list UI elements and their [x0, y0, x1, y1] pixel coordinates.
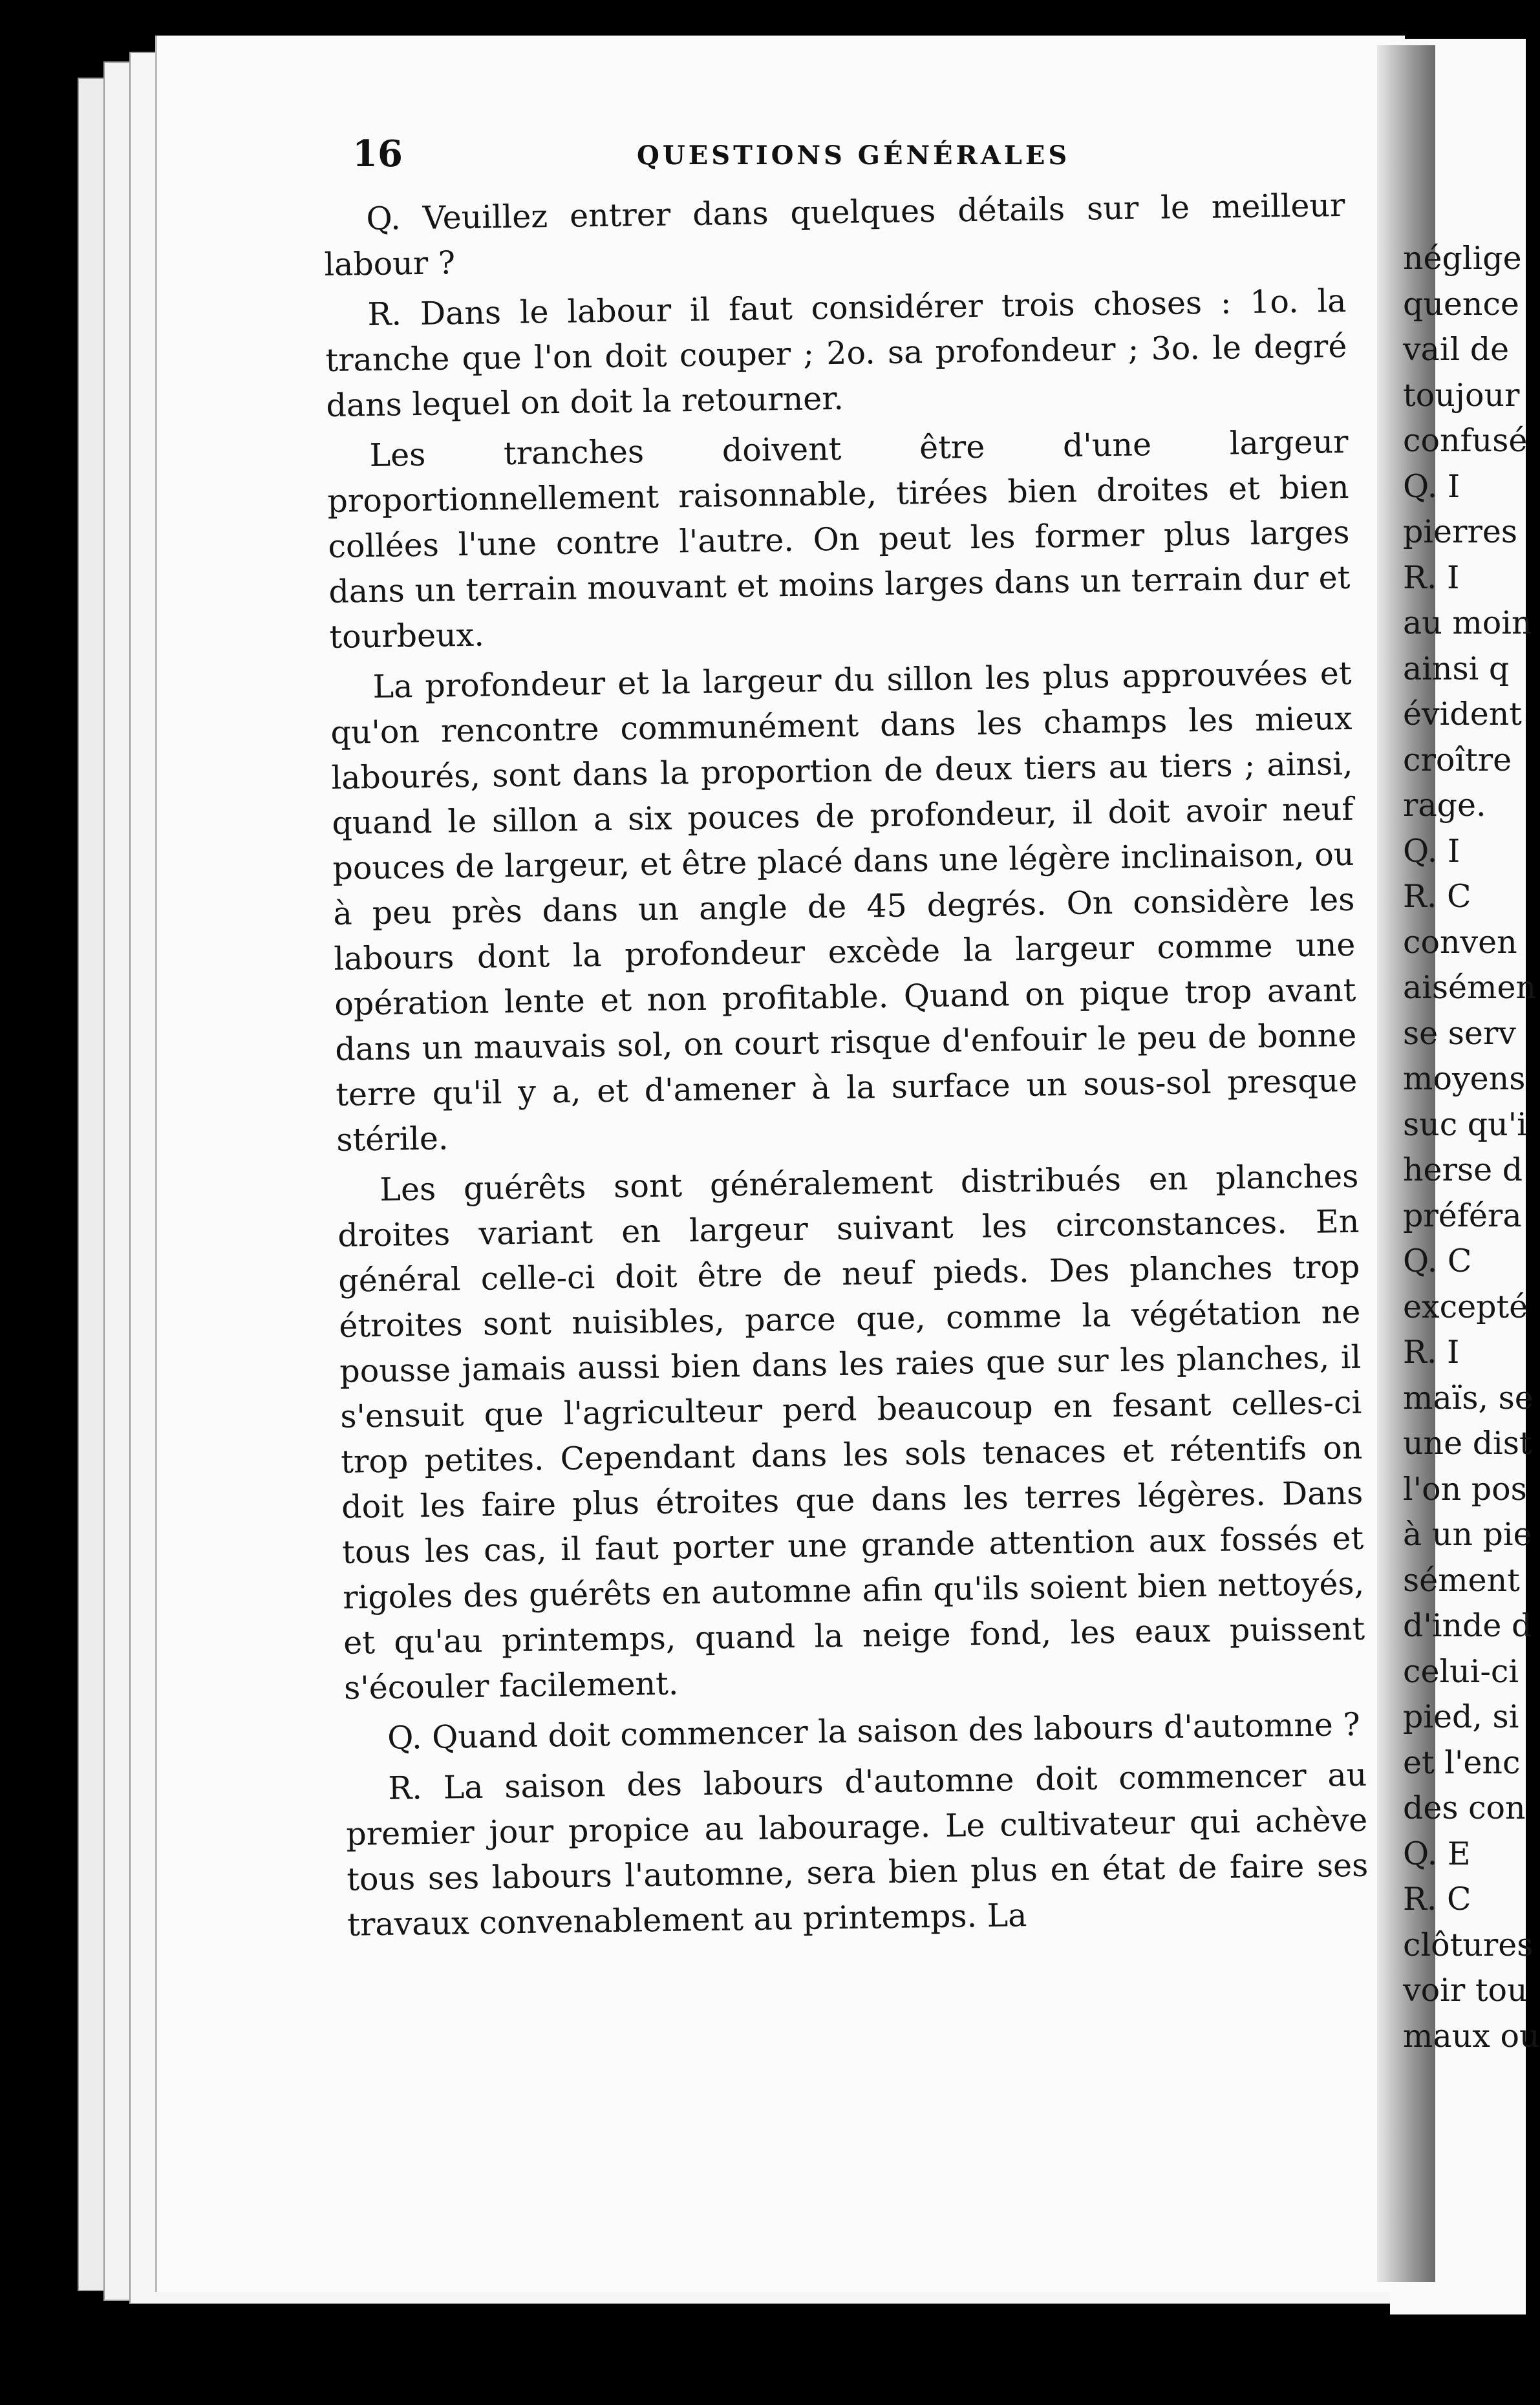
answer-paragraph: R. La saison des labours d'automne doit commencer au premier jour propice au labourage. Le cultivateur qui achève tous ses labours l'automne, sera bien plus en état de faire ses travaux convenablement au printemps. La [345, 1756, 1369, 1943]
facing-page-line: rage. [1403, 787, 1486, 824]
facing-page-line: vail de [1403, 331, 1510, 368]
facing-page-line: Q. E [1403, 1835, 1471, 1872]
facing-page-line: aisémen [1403, 969, 1537, 1006]
facing-page-line: celui-ci [1403, 1652, 1519, 1690]
facing-page-line: moyens [1403, 1060, 1526, 1097]
facing-page-line: néglige [1403, 240, 1522, 277]
facing-page-line: R. C [1403, 878, 1471, 915]
body-paragraph: La profondeur et la largeur du sillon les plus approuvées et qu'on rencontre communément dans les champs les mieux labourés, sont dans la proportion de deux tiers au tiers ; ainsi, quand le sillon a six pouces de profondeur, il doit avoir neuf pouces de largeur, et être placé dans une légère inclinaison, ou à peu près dans un angle de 45 degrés. On considère les labours dont la profondeur excède la largeur comme une opération lente et non profitable. Quand on pique trop avant dans un mauvais sol, on court risque d'enfouir le peu de bonne terre qu'il y a, et d'amener à la surface un sous-sol presque stérile. [330, 654, 1358, 1159]
facing-page-line: l'on pos [1403, 1470, 1527, 1508]
facing-page-line: pied, si [1403, 1698, 1519, 1735]
page-number: 16 [352, 133, 403, 175]
facing-page-line: R. I [1403, 1334, 1460, 1371]
facing-page-line: conven [1403, 923, 1517, 961]
facing-page-text [1403, 236, 1540, 2059]
running-head-title: QUESTIONS GÉNÉRALES [637, 140, 1071, 171]
facing-page-line: clôtures [1403, 1926, 1534, 1963]
facing-page-line: préféra [1403, 1197, 1522, 1234]
facing-page-line: maux ou [1403, 2017, 1540, 2055]
facing-page-line: des con [1403, 1790, 1526, 1826]
running-head [352, 133, 1361, 184]
body-paragraph: Les tranches doivent être d'une largeur proportionnellement raisonnable, tirées bien droites et bien collées l'une contre l'autre. On peut les former plus larges dans un terrain mouvant et moins larges dans un terrain dur et tourbeux. [327, 423, 1351, 656]
answer-paragraph: R. Dans le labour il faut considérer trois choses : 1o. la tranche que l'on doit couper ; 2o. sa profondeur ; 3o. le degré dans lequel on doit la retourner. [325, 282, 1347, 424]
facing-page-line: sément [1403, 1561, 1520, 1599]
facing-page-line: se serv [1403, 1014, 1516, 1052]
facing-page-line: croître [1403, 741, 1512, 778]
facing-page-line: toujour [1403, 376, 1520, 414]
facing-page-line: quence [1403, 285, 1519, 323]
facing-page-line: au moin [1403, 604, 1532, 641]
body-text [323, 183, 1369, 1953]
facing-page-line: à un pie [1403, 1516, 1532, 1553]
facing-page-line: confusé [1403, 422, 1528, 459]
facing-page-line: ainsi q [1403, 650, 1510, 687]
facing-page-line: R. C [1403, 1881, 1471, 1918]
facing-page-line: Q. C [1403, 1243, 1472, 1279]
facing-page-line: voir tou [1403, 1972, 1528, 2009]
facing-page-line: évident [1403, 696, 1522, 732]
question-paragraph: Q. Quand doit commencer la saison des labours d'automne ? [387, 1705, 1361, 1757]
facing-page-line: pierres [1403, 513, 1518, 550]
facing-page-line: une dist [1403, 1425, 1532, 1462]
body-paragraph: Les guérêts sont généralement distribués en planches droites variant en largeur suivant les circonstances. En général celle-ci doit être de neuf pieds. Des planches trop étroites sont nuisibles, parce que, comme la végétation ne pousse jamais aussi bien dans les raies que sur les planches, il s'ensuit que l'agriculteur perd beaucoup en fesant celles-ci trop petites. Cependant dans les sols tenaces et rétentifs on doit les faire plus étroites que dans les terres légères. Dans tous les cas, il faut porter une grande attention aux fossés et rigoles des guérêts en automne afin qu'ils soient bien nettoyés, et qu'au printemps, quand la neige fond, les eaux puissent s'écouler facilement. [337, 1157, 1365, 1707]
facing-page-line: suc qu'i [1403, 1106, 1527, 1143]
facing-page-line: Q. I [1403, 832, 1460, 870]
facing-page-line: maïs, se [1403, 1379, 1534, 1416]
facing-page-line: herse d [1403, 1151, 1523, 1188]
facing-page-line: R. I [1403, 559, 1460, 596]
facing-page-line: d'inde d [1403, 1607, 1532, 1644]
facing-page-line: Q. I [1403, 467, 1460, 505]
facing-page-line: et l'enc [1403, 1744, 1521, 1781]
facing-page-line: excepté [1403, 1288, 1528, 1325]
question-paragraph: Q. Veuillez entrer dans quelques détails sur le meilleur labour ? [324, 186, 1345, 283]
